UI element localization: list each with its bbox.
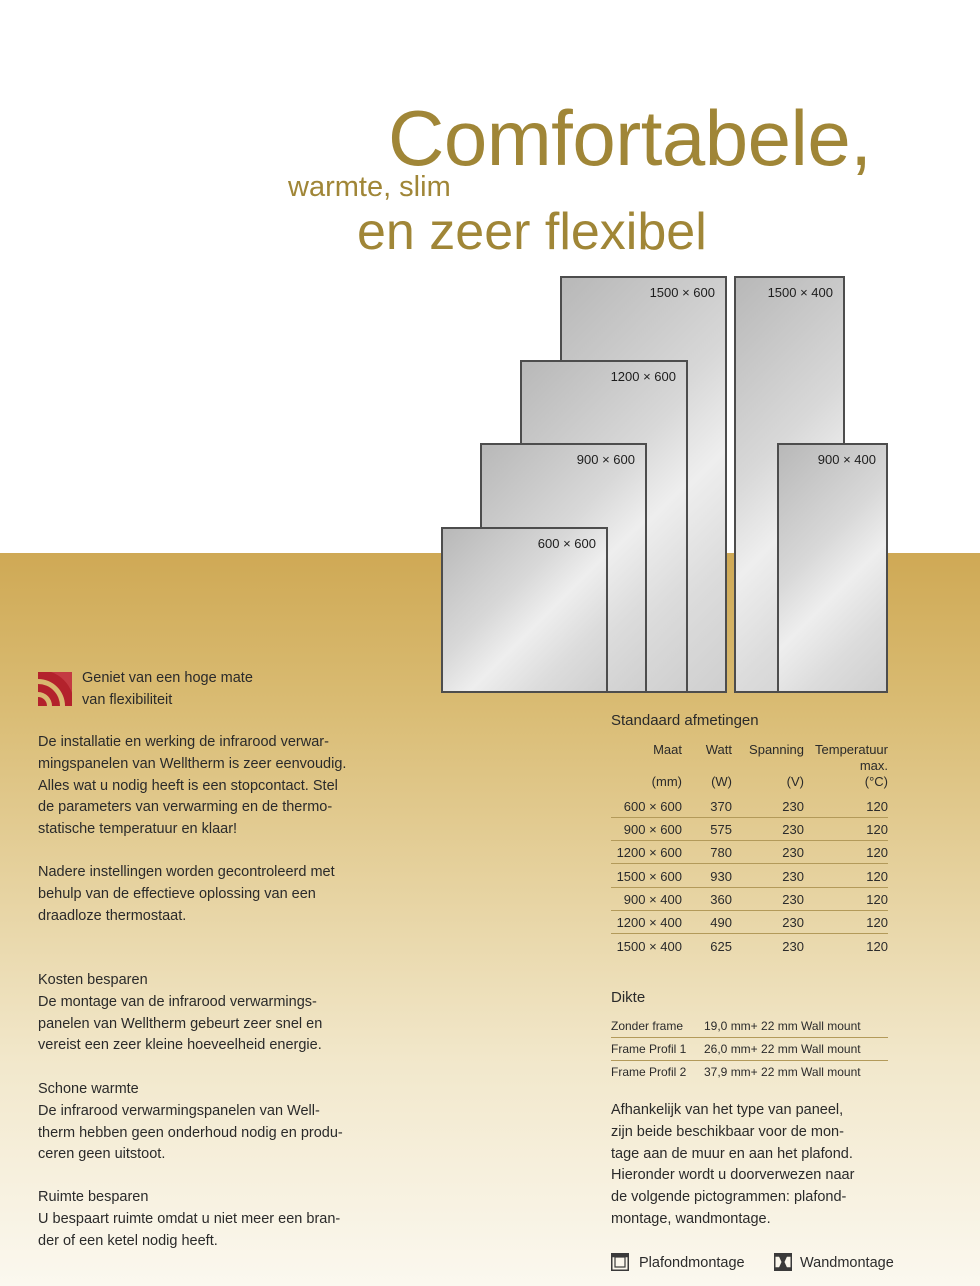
page-title: Comfortabele, bbox=[388, 94, 872, 182]
paragraph-installation bbox=[38, 732, 346, 841]
cell-voltage: 230 bbox=[782, 845, 804, 860]
cell-size: 1200 × 400 bbox=[616, 915, 682, 930]
unit-watt: (W) bbox=[711, 774, 732, 789]
panel-size-label: 1500 × 400 bbox=[767, 285, 833, 300]
cell-watt: 625 bbox=[710, 939, 732, 954]
text-line: statische temperatuur en klaar! bbox=[38, 821, 238, 838]
text-line: der of een ketel nodig heeft. bbox=[38, 1232, 218, 1249]
cell-temperature: 120 bbox=[866, 799, 888, 814]
cell-size: 1500 × 400 bbox=[616, 939, 682, 954]
table-row bbox=[611, 888, 888, 911]
panel-size-label: 1200 × 600 bbox=[610, 369, 676, 384]
text-line: tage aan de muur en aan het plafond. bbox=[611, 1145, 853, 1162]
text-line: De installatie en werking de infrarood verwar- bbox=[38, 734, 329, 750]
thickness-frame-label: Zonder frame bbox=[611, 1019, 684, 1033]
text-line: vereist een zeer kleine hoeveelheid energie. bbox=[38, 1037, 322, 1054]
header-watt: Watt bbox=[705, 742, 732, 757]
intro-line: van flexibiliteit bbox=[82, 691, 173, 708]
thickness-title: Dikte bbox=[611, 989, 646, 1006]
section-cost-saving bbox=[38, 970, 322, 1057]
thickness-value: 19,0 mm+ 22 mm Wall mount bbox=[704, 1019, 861, 1033]
unit-voltage: (V) bbox=[786, 774, 804, 789]
cell-watt: 780 bbox=[710, 845, 732, 860]
section-space-saving bbox=[38, 1187, 340, 1252]
cell-temperature: 120 bbox=[866, 892, 888, 907]
ceiling-mount-label: Plafondmontage bbox=[639, 1255, 745, 1271]
brand-logo-icon bbox=[38, 672, 72, 706]
panel-size-label: 600 × 600 bbox=[537, 536, 596, 551]
text-line: U bespaart ruimte omdat u niet meer een bran- bbox=[38, 1210, 341, 1227]
thickness-frame-label: Frame Profil 1 bbox=[611, 1042, 687, 1056]
text-line: De montage van de infrarood verwarmings- bbox=[38, 993, 317, 1010]
thickness-row bbox=[611, 1015, 888, 1038]
panel-size-label: 1500 × 600 bbox=[649, 285, 715, 300]
header-size: Maat bbox=[653, 742, 682, 757]
unit-temperature: (°C) bbox=[864, 774, 888, 789]
text-line: montage, wandmontage. bbox=[611, 1210, 771, 1227]
table-row bbox=[611, 818, 888, 841]
cell-size: 900 × 400 bbox=[623, 892, 682, 907]
intro-line: Geniet van een hoge mate bbox=[82, 670, 253, 686]
table-title: Standaard afmetingen bbox=[611, 712, 759, 729]
section-heading: Schone warmte bbox=[38, 1081, 139, 1097]
cell-voltage: 230 bbox=[782, 869, 804, 884]
text-line: Hieronder wordt u doorverwezen naar bbox=[611, 1167, 855, 1184]
panel-size-label: 900 × 600 bbox=[576, 452, 635, 467]
page-tagline: en zeer flexibel bbox=[357, 203, 707, 261]
text-line: draadloze thermostaat. bbox=[38, 907, 187, 924]
cell-size: 600 × 600 bbox=[623, 799, 682, 814]
table-row bbox=[611, 911, 888, 934]
section-clean-heat bbox=[38, 1079, 343, 1166]
text-line: zijn beide beschikbaar voor de mon- bbox=[611, 1123, 844, 1140]
header-temperature-max: max. bbox=[859, 758, 888, 773]
panel-900x400 bbox=[777, 443, 888, 693]
paragraph-thermostat bbox=[38, 862, 335, 927]
text-line: de volgende pictogrammen: plafond- bbox=[611, 1189, 847, 1206]
cell-voltage: 230 bbox=[782, 939, 804, 954]
text-line: De infrarood verwarmingspanelen van Well- bbox=[38, 1102, 320, 1119]
wall-mount-icon bbox=[774, 1253, 792, 1271]
text-line: ceren geen uitstoot. bbox=[38, 1146, 166, 1163]
table-row bbox=[611, 865, 888, 888]
table-row bbox=[611, 795, 888, 818]
text-line: behulp van de effectieve oplossing van een bbox=[38, 885, 316, 902]
thickness-row bbox=[611, 1061, 888, 1084]
text-line: Afhankelijk van het type van paneel, bbox=[611, 1102, 844, 1118]
ceiling-mount-icon bbox=[611, 1253, 629, 1271]
cell-voltage: 230 bbox=[782, 892, 804, 907]
text-line: Alles wat u nodig heeft is een stopcontact. Stel bbox=[38, 777, 338, 794]
cell-size: 1200 × 600 bbox=[616, 845, 682, 860]
cell-watt: 930 bbox=[710, 869, 732, 884]
cell-watt: 360 bbox=[710, 892, 732, 907]
cell-size: 900 × 600 bbox=[623, 822, 682, 837]
text-line: panelen van Welltherm gebeurt zeer snel en bbox=[38, 1015, 323, 1032]
section-heading: Kosten besparen bbox=[38, 972, 148, 988]
panel-size-label: 900 × 400 bbox=[817, 452, 876, 467]
cell-temperature: 120 bbox=[866, 822, 888, 837]
thickness-value: 37,9 mm+ 22 mm Wall mount bbox=[704, 1065, 861, 1079]
table-row bbox=[611, 841, 888, 864]
cell-temperature: 120 bbox=[866, 869, 888, 884]
cell-watt: 490 bbox=[710, 915, 732, 930]
cell-temperature: 120 bbox=[866, 915, 888, 930]
header-voltage: Spanning bbox=[749, 742, 804, 757]
text-line: Nadere instellingen worden gecontroleerd met bbox=[38, 864, 335, 880]
intro-heading bbox=[82, 668, 253, 712]
cell-watt: 575 bbox=[710, 822, 732, 837]
cell-temperature: 120 bbox=[866, 939, 888, 954]
cell-voltage: 230 bbox=[782, 915, 804, 930]
text-line: therm hebben geen onderhoud nodig en produ- bbox=[38, 1124, 343, 1141]
text-line: de parameters van verwarming en de thermo- bbox=[38, 799, 333, 816]
thickness-frame-label: Frame Profil 2 bbox=[611, 1065, 687, 1079]
panel-600x600 bbox=[441, 527, 608, 693]
paragraph-mounting bbox=[611, 1100, 854, 1231]
thickness-value: 26,0 mm+ 22 mm Wall mount bbox=[704, 1042, 861, 1056]
cell-voltage: 230 bbox=[782, 822, 804, 837]
section-heading: Ruimte besparen bbox=[38, 1189, 149, 1205]
thickness-row bbox=[611, 1038, 888, 1061]
cell-voltage: 230 bbox=[782, 799, 804, 814]
page-subtitle: warmte, slim bbox=[288, 171, 451, 203]
cell-size: 1500 × 600 bbox=[616, 869, 682, 884]
cell-watt: 370 bbox=[710, 799, 732, 814]
text-line: mingspanelen van Welltherm is zeer eenvoudig. bbox=[38, 755, 347, 772]
wall-mount-label: Wandmontage bbox=[800, 1255, 894, 1271]
header-temperature: Temperatuur bbox=[815, 742, 888, 757]
table-row bbox=[611, 935, 888, 958]
cell-temperature: 120 bbox=[866, 845, 888, 860]
unit-size: (mm) bbox=[651, 774, 682, 789]
